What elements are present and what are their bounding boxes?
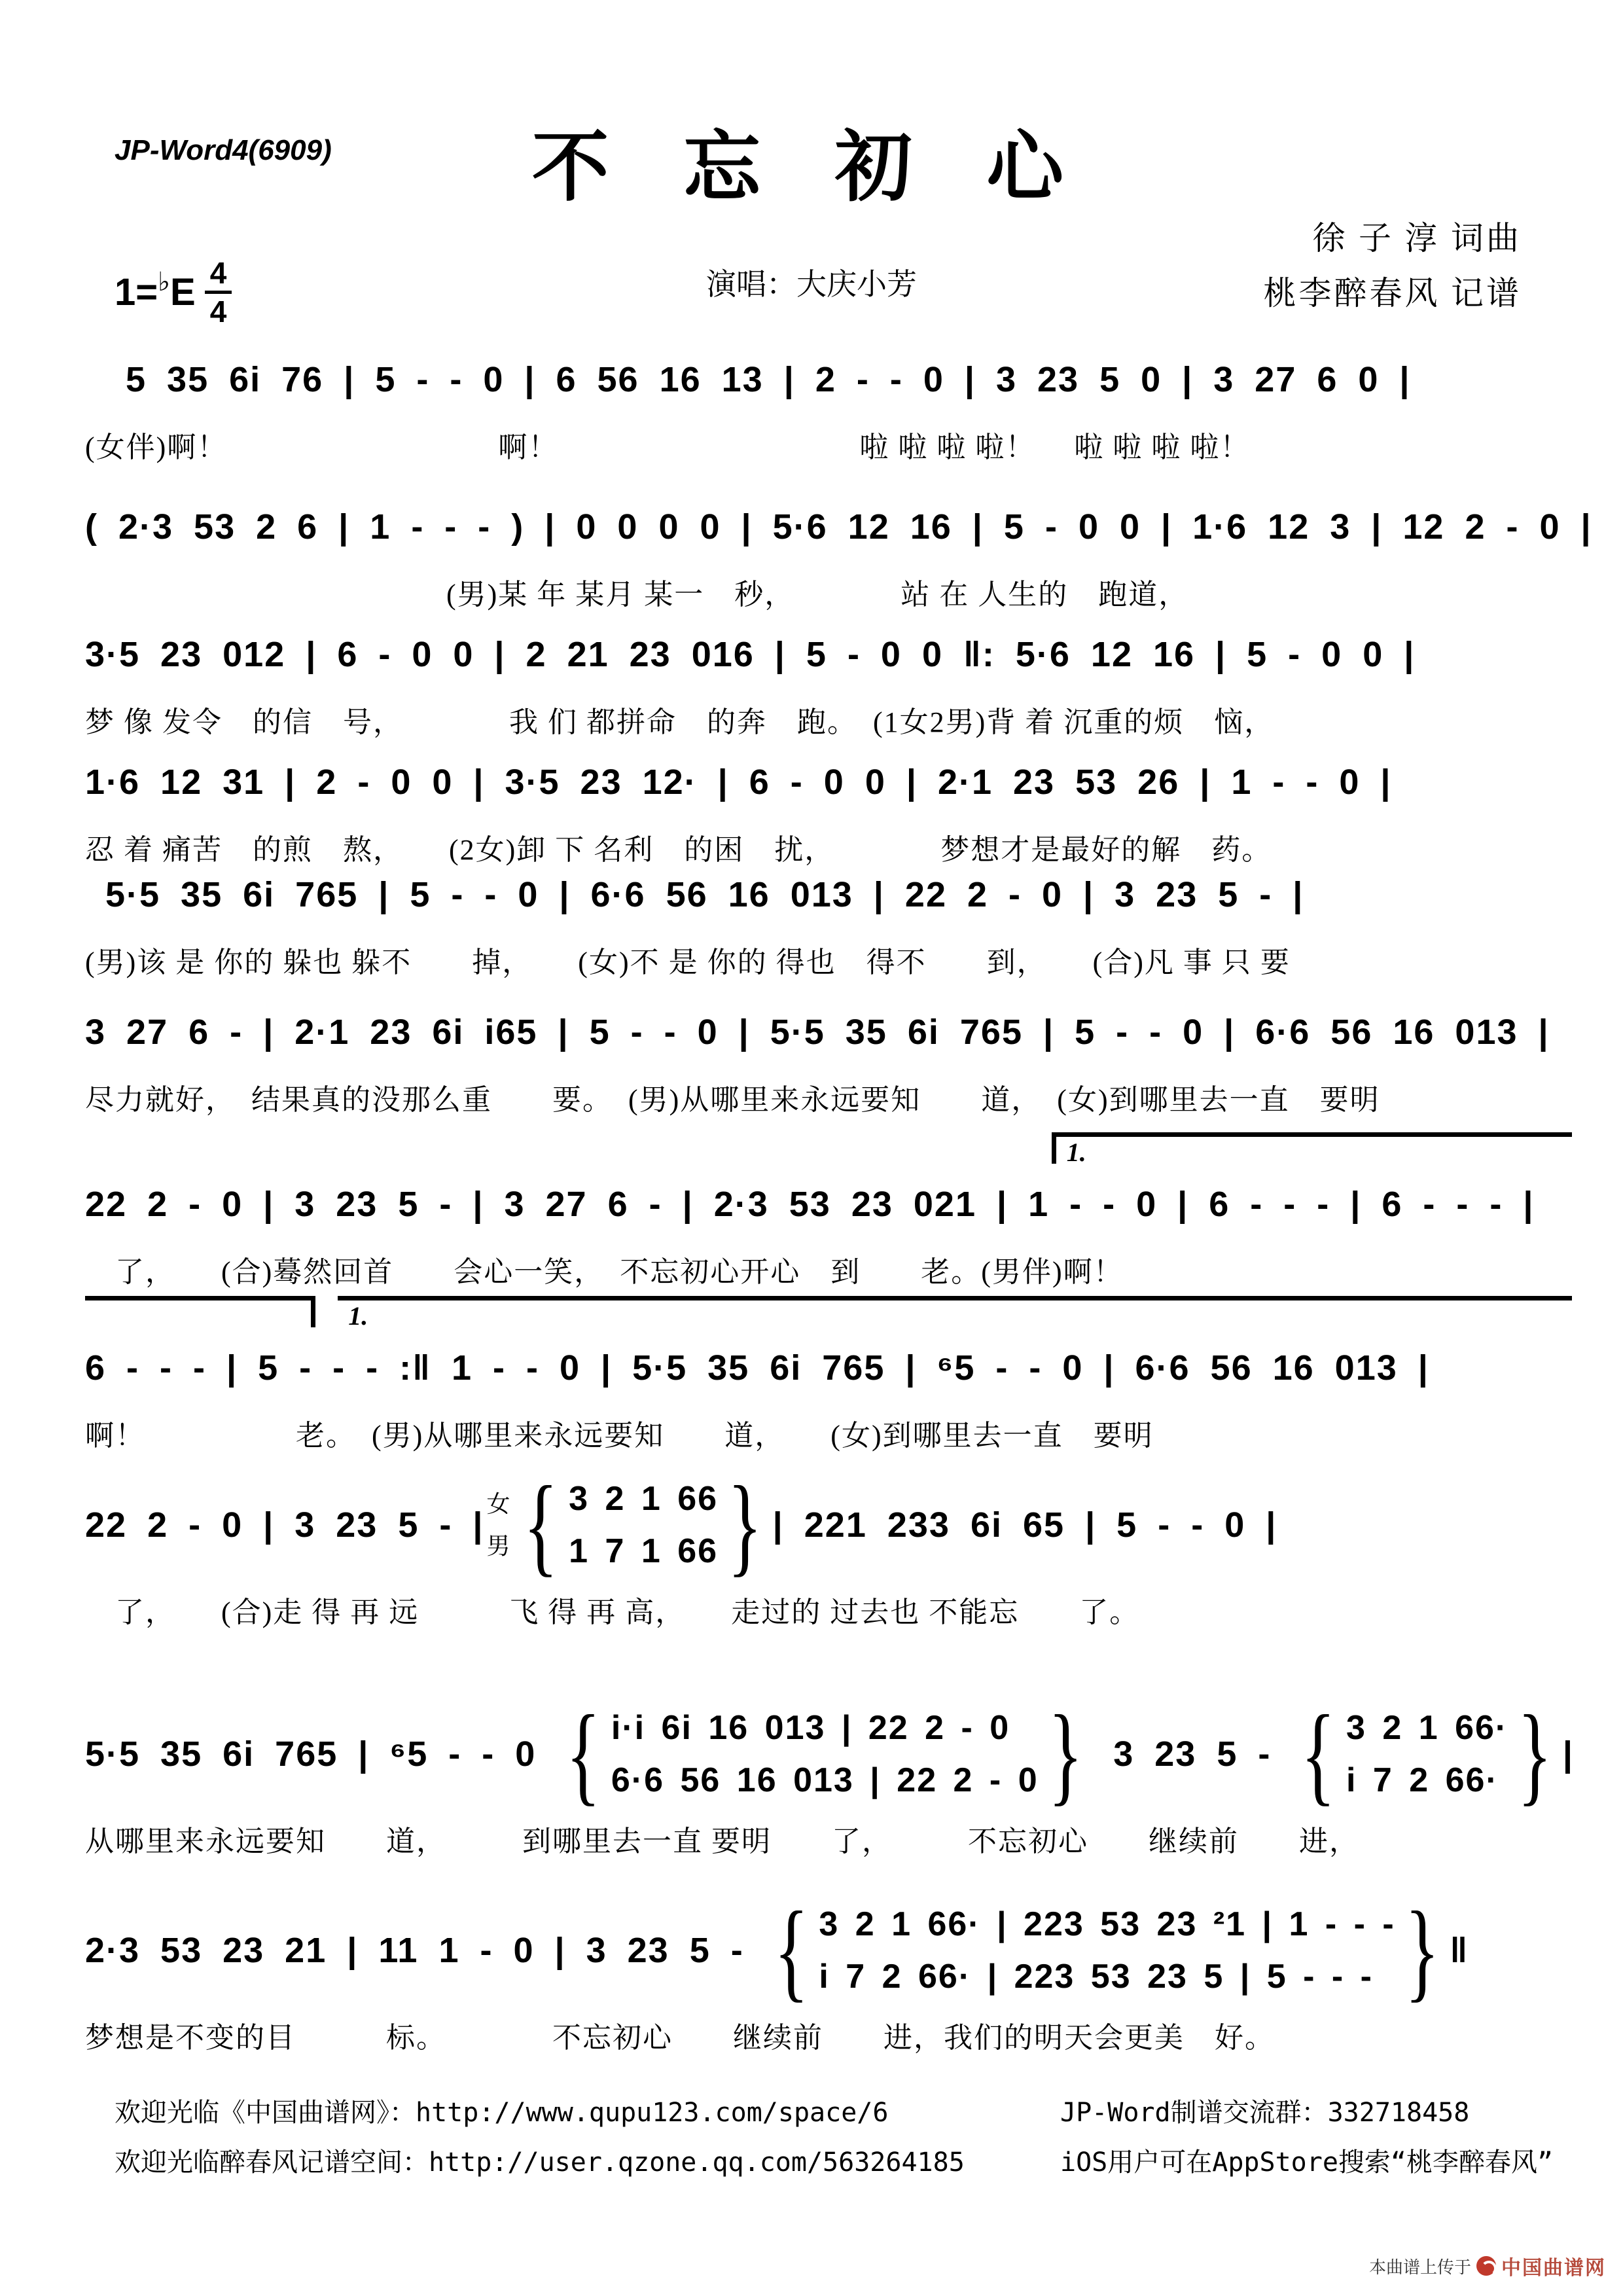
notation-segment: 22 2 - 0 | 3 23 5 - | [85,1505,484,1545]
notation-line [85,1335,1572,1401]
dual-voice-group [1291,1693,1562,1816]
singer-line: 演唱：大庆小芳 [706,268,917,301]
upper-voice: i·i 6i 16 013 | 22 2 - 0 [611,1709,1010,1747]
open-brace: { [565,1693,602,1816]
dual-voice-group [556,1693,1093,1816]
notation-line [85,999,1572,1065]
footer-right-column [1060,2088,1553,2187]
notation-segment: 5·5 35 6i 765 | 5 - - 0 | 6·6 56 16 013 | 22 2 - 0 | 3 23 5 - | [85,875,1304,914]
meter-numerator: 4 [205,257,232,294]
voice-label: 男 [486,1533,512,1559]
voice-column [569,1473,718,1577]
close-brace: } [1517,1693,1554,1816]
key-prefix: 1= [115,271,158,314]
dual-voice-group [764,1889,1450,2012]
software-tag: JP-Word4(6909) [115,134,332,166]
notation-segment: ( 2·3 53 2 6 | 1 - - - ) | 0 0 0 0 | 5·6 12 16 | 5 - 0 0 | 1·6 12 3 | 12 2 - 0 | [85,507,1592,547]
system-7 [85,1130,1572,1293]
notation-segment: | [1562,1734,1574,1774]
system-11 [85,1856,1572,2059]
appstore-info: iOS用户可在AppStore搜索“桃李醉春风” [1060,2147,1554,2178]
lyrics-line: 忍 着 痛苦 的煎 熬， (2女)卸 下 名利 的困 扰， 梦想才是最好的解 药。 [85,834,1272,866]
qupu-site-link: 欢迎光临《中国曲谱网》：http://www.qupu123.com/space/6 [115,2098,889,2128]
system-9 [85,1431,1572,1634]
notation-line [85,862,1572,927]
dual-voice-group [484,1463,772,1587]
notation-segment: 1·6 12 31 | 2 - 0 0 | 3·5 23 12· | 6 - 0 0 | 2·1 23 53 26 | 1 - - 0 | [85,762,1392,802]
notation-line [85,749,1572,815]
lyrics-line: 尽力就好， 结果真的没那么重 要。 (男)从哪里来永远要知 道， (女)到哪里去一直 要明 [85,1084,1380,1116]
notation-segment: 3 27 6 - | 2·1 23 6i i65 | 5 - - 0 | 5·5 35 6i 765 | 5 - - 0 | 6·6 56 16 013 | [85,1013,1550,1052]
notation-segment: | 221 233 6i 65 | 5 - - 0 | [772,1505,1277,1545]
notation-line [85,494,1592,560]
upload-watermark [1369,2251,1606,2280]
notation-segment: 5·5 35 6i 765 | ⁶5 - - 0 [85,1734,557,1774]
transcriber-credit: 桃李醉春风 记谱 [1263,275,1522,312]
volta-bracket [1052,1132,1572,1167]
notation-line [85,1172,1572,1237]
voice-column [1346,1702,1508,1806]
open-brace: { [524,1463,560,1587]
qupu-logo-icon [1476,2256,1496,2276]
notation-line [85,1889,1572,2012]
upper-voice: 3 2 1 66· [1346,1709,1508,1747]
voice-column [819,1898,1395,2003]
lyrics-line: 了， (合)蓦然回首 会心一笑， 不忘初心开心 到 老。(男伴)啊！ [85,1256,1124,1288]
lower-voice: i 7 2 66· | 223 53 23 5 | 5 - - - [819,1958,1373,1996]
notation-segment: 22 2 - 0 | 3 23 5 - | 3 27 6 - | 2·3 53 23 021 | 1 - - 0 | 6 - - - | 6 - - - | [85,1185,1535,1224]
watermark-text: 本曲谱上传于 [1368,2257,1471,2277]
notation-segment: ‖ [1450,1931,1469,1970]
footer-left-column [115,2088,965,2187]
notation-line [85,622,1572,687]
notation-segment: 3 23 5 - [1093,1734,1292,1774]
volta-bracket [338,1296,1572,1331]
notation-segment: 3·5 23 012 | 6 - 0 0 | 2 21 23 016 | 5 - 0 0 ‖: 5·6 12 16 | 5 - 0 0 | [85,635,1416,674]
voice-label: 女 [486,1491,512,1517]
qzone-link: 欢迎光临醉春风记谱空间：http://user.qzone.qq.com/563264185 [115,2147,965,2178]
notation-line [85,1463,1572,1587]
open-brace: { [1300,1693,1337,1816]
upper-voice: 3 2 1 66 [569,1480,719,1518]
lyrics-line: 啊！ 老。 (男)从哪里来永远要知 道， (女)到哪里去一直 要明 [85,1420,1154,1452]
volta-bracket [85,1296,315,1327]
notation-line [85,1693,1574,1816]
lower-voice: 1 7 1 66 [569,1532,719,1570]
lower-voice: i 7 2 66· [1346,1761,1499,1799]
voice-labels [486,1483,511,1567]
lower-voice: 6·6 56 16 013 | 22 2 - 0 [611,1761,1039,1799]
system-10 [85,1660,1572,1863]
lyrics-line: (男)某 年 某月 某一 秒， 站 在 人生的 跑道， [85,579,1189,611]
notation-segment: 5 35 6i 76 | 5 - - 0 | 6 56 16 13 | 2 - - 0 | 3 23 5 0 | 3 27 6 0 | [85,360,1411,399]
composer-credit: 徐 子 淳 词曲 [1312,220,1522,257]
lyrics-line: 梦想是不变的目 标。 不忘初心 继续前 进，我们的明天会更美 好。 [85,2022,1275,2054]
close-brace: } [1048,1693,1084,1816]
song-title: 不 忘 初 心 [531,125,1092,211]
lyrics-line: (女伴)啊！ 啊！ 啦 啦 啦 啦！ 啦 啦 啦 啦！ [85,431,1251,463]
qq-group-info: JP-Word制谱交流群：332718458 [1060,2098,1470,2128]
watermark-site-name: 中国曲谱网 [1501,2257,1606,2279]
key-letter: E [170,271,196,314]
lyrics-line: (男)该 是 你的 躲也 躲不 掉， (女)不 是 你的 得也 得不 到， (合)凡 事 只 要 [85,946,1291,978]
notation-line [85,347,1572,412]
open-brace: { [774,1889,810,2012]
close-brace: } [1404,1889,1440,2012]
system-6 [85,958,1572,1121]
notation-segment: 6 - - - | 5 - - - :‖ 1 - - 0 | 5·5 35 6i 765 | ⁶5 - - 0 | 6·6 56 16 013 | [85,1348,1429,1388]
flat-icon: ♭ [158,267,171,296]
lyrics-line: 从哪里来永远要知 道， 到哪里去一直 要明 了， 不忘初心 继续前 进， [85,1825,1359,1857]
voice-column [611,1702,1039,1806]
volta-number: 1. [1066,1138,1086,1167]
system-1 [85,305,1572,469]
volta-number: 1. [348,1301,368,1331]
lyrics-line: 了， (合)走 得 再 远 飞 得 再 高， 走过的 过去也 不能忘 了。 [85,1596,1140,1628]
upper-voice: 3 2 1 66· | 223 53 23 ²1 | 1 - - - [819,1905,1395,1943]
meter-denominator: 4 [209,295,227,329]
lyrics-line: 梦 像 发令 的信 号， 我 们 都拼命 的奔 跑。 (1女2男)背 着 沉重的烦 恼， [85,706,1275,738]
close-brace: } [727,1463,764,1587]
notation-segment: 2·3 53 23 21 | 11 1 - 0 | 3 23 5 - [85,1931,764,1970]
